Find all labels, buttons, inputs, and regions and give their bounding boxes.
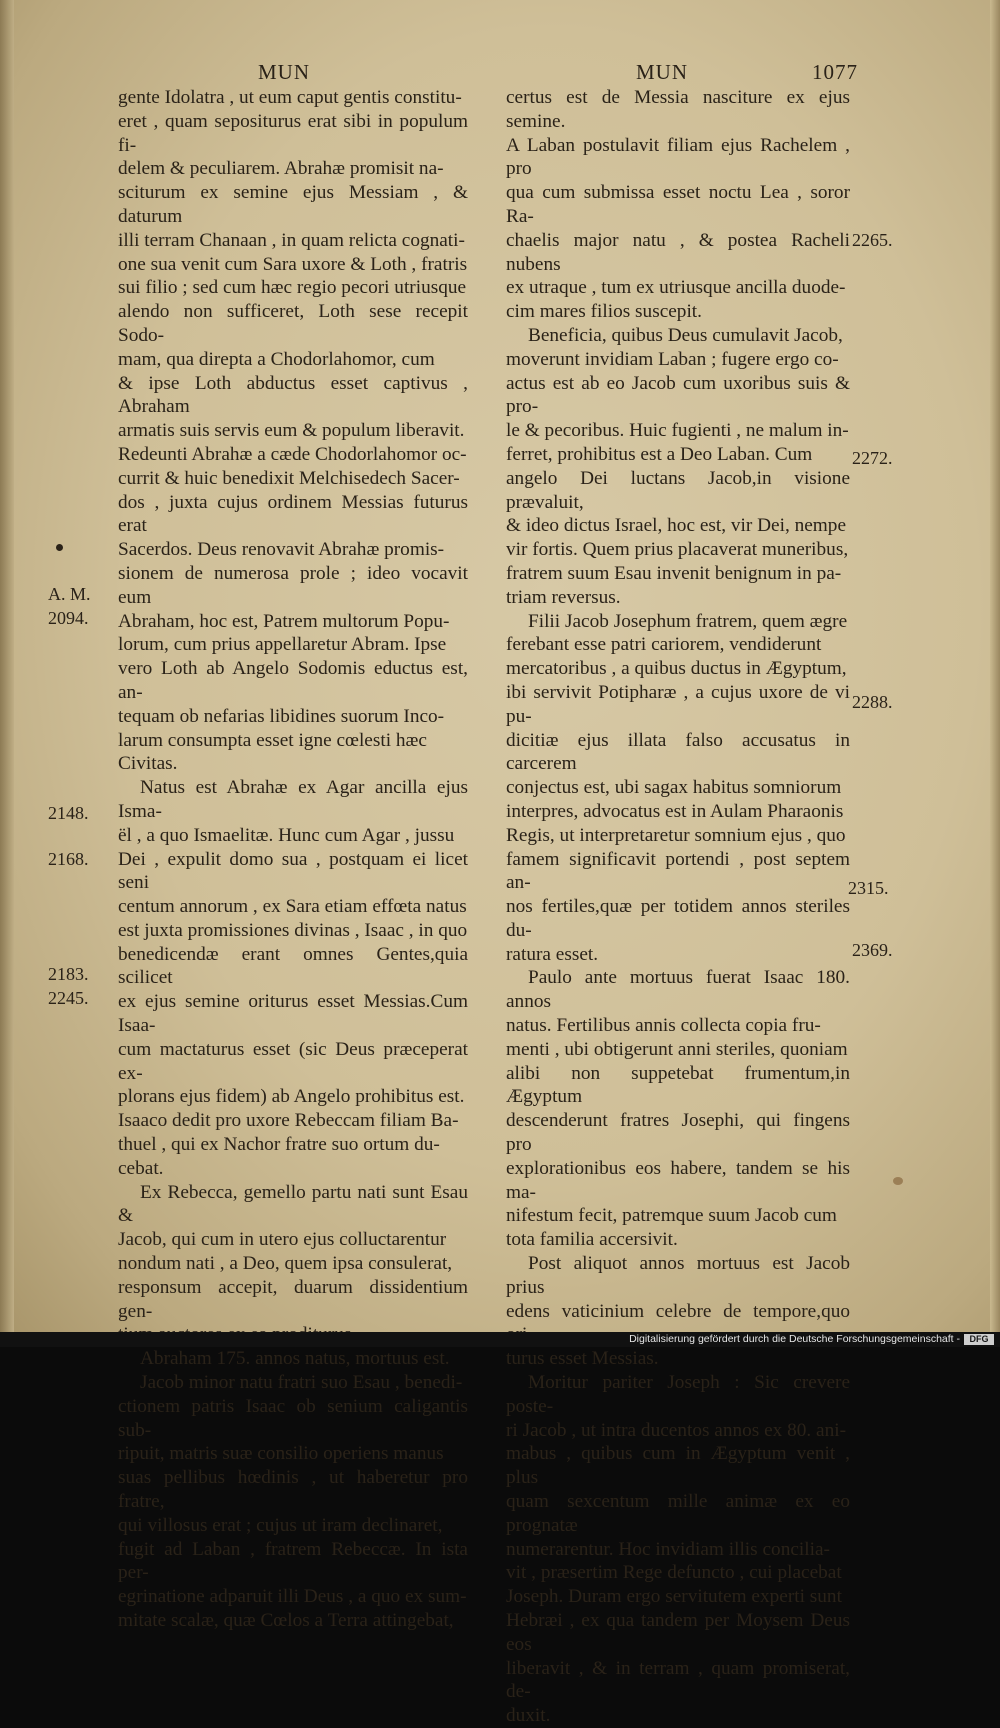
right-text-column bbox=[506, 86, 850, 1728]
margin-year: 2315. bbox=[848, 878, 889, 898]
page-number: 1077 bbox=[812, 60, 858, 84]
paragraph: Jacob minor natu fratri suo Esau , benedi- ctionem patris Isaac ob senium caligantis sub- ripuit, matris suæ consilio operiens manus suas pellibus hœdinis , ut haberetur pro fratre, qui villosus erat ; cujus ut iram declinaret, fugit ad Laban , fratrem Rebeccæ. In ista per- egrinatione adparuit illi Deus , a quo ex sum- mitate scalæ, quæ Cœlos a Terra attingebat, bbox=[118, 1372, 468, 1631]
ink-dot bbox=[56, 544, 63, 551]
running-head-left: MUN bbox=[258, 60, 311, 84]
paragraph: gente Idolatra , ut eum caput gentis constitu- eret , quam sepositurus erat sibi in populum fi- delem & peculiarem. Abrahæ promisit na- sciturum ex semine ejus Messiam , & daturum illi terram Chanaan , in quam relicta cognati- one sua venit cum Sara uxore & Loth , fratris sui filio ; sed cum hæc regio pecori utriusque alendo non sufficeret, Loth sese recepit Sodo- mam, qua direpta a Chodorlahomor, cum & ipse Loth abductus esset captivus , Abraham armatis suis servis eum & populum liberavit. Redeunti Abrahæ a cæde Chodorlahomor oc- currit & huic benedixit Melchisedech Sacer- dos , juxta cujus ordinem Messias futurus erat Sacerdos. Deus renovavit Abrahæ promis- sionem de numerosa prole ; ideo vocavit eum Abraham, hoc est, Patrem multorum Popu- lorum, cum prius appellaretur Abram. Ipse vero Loth ab Angelo Sodomis eductus est, an- tequam ob nefarias libidines suorum Inco- larum consumpta esset igne cœlesti hæc Civitas. bbox=[118, 87, 468, 775]
margin-year: 2183. bbox=[48, 964, 89, 984]
margin-year: 2168. bbox=[48, 849, 89, 869]
paper-stain bbox=[893, 1177, 903, 1185]
left-text-column bbox=[118, 86, 468, 1633]
paragraph: certus est de Messia nasciture ex ejus semine. A Laban postulavit filiam ejus Rachelem , pro qua cum submissa esset noctu Lea , soror Ra- chaelis major natu , & postea Racheli nubens ex utraque , tum ex utriusque ancilla duode- cim mares filios suscepit. bbox=[506, 87, 850, 323]
margin-year: 2148. bbox=[48, 803, 89, 823]
margin-year: 2272. bbox=[852, 448, 893, 468]
paragraph: Abraham 175. annos natus, mortuus est. bbox=[140, 1348, 450, 1370]
margin-year: 2369. bbox=[852, 940, 893, 960]
margin-year: 2245. bbox=[48, 988, 89, 1008]
margin-am-label: A. M. bbox=[48, 584, 91, 604]
dfg-logo: DFG bbox=[964, 1334, 994, 1345]
paragraph: Filii Jacob Josephum fratrem, quem ægre ferebant esse patri cariorem, vendiderunt mercatoribus , a quibus ductus in Ægyptum, ibi servivit Potipharæ , a cujus uxore de vi pu- dicitiæ ejus illata falso accusatus in carcerem conjectus est, ubi sagax habitus somniorum interpres, advocatus est in Aulam Pharaonis Regis, ut interpretaretur somnium ejus , quo famem significavit portendi , post septem an- nos fertiles,quæ per totidem annos steriles du- ratura esset. bbox=[506, 610, 850, 965]
running-head-right: MUN bbox=[636, 60, 689, 84]
paragraph: Post aliquot annos mortuus est Jacob prius edens vaticinium celebre de tempore,quo turus esset Messias. bbox=[506, 1253, 850, 1370]
footer-credit: Digitalisierung gefördert durch die Deutsche Forschungsgemeinschaft - bbox=[629, 1333, 960, 1345]
paragraph: Natus est Abrahæ ex Agar ancilla ejus Isma- ël , a quo Ismaelitæ. Hunc cum Agar , jussu Dei , expulit domo sua , postquam ei licet seni centum annorum , ex Sara etiam effœta natus est juxta promissiones divinas , Isaac , in quo benedicendæ erant omnes Gentes,quia scilicet ex ejus semine oriturus esset Messias.Cum Isaa- cum mactaturus esset (sic Deus præceperat ex- plorans ejus fidem) ab Angelo prohibitus est. Isaaco dedit pro uxore Rebeccam filiam Ba- thuel , qui ex Nachor fratre suo ortum du- cebat. bbox=[118, 777, 468, 1179]
paragraph: Moritur pariter Joseph : Sic crevere poste- ri Jacob , ut intra ducentos annos ex 80. ani- mabus , quibus cum in Ægyptum venit , plus quam sexcentum mille animæ ex eo prognatæ numerarentur. Hoc invidiam illis concilia- vit , præsertim Rege defuncto , cui placebat Joseph. Duram ergo servitutem experti sunt Hebræi , ex qua tandem per Moysem Deus eos liberavit , & in terram , quam promiserat, de- duxit. bbox=[506, 1372, 850, 1727]
paragraph: Beneficia, quibus Deus cumulavit Jacob, moverunt invidiam Laban ; fugere ergo co- actus est ab eo Jacob cum uxoribus suis & pro- le & pecoribus. Huic fugienti , ne malum in- ferret, prohibitus est a Deo Laban. Cum angelo Dei luctans Jacob,in visione prævaluit, & ideo dictus Israel, hoc est, vir Dei, nempe vir fortis. Quem prius placaverat muneribus, fratrem suum Esau invenit benignum in pa- triam reversus. bbox=[506, 324, 850, 608]
paragraph: Ex Rebecca, gemello partu nati sunt Esau & Jacob, qui cum in utero ejus colluctarentur nondum nati , a Deo, quem ipsa consulerat, responsum accepit, duarum dissidentium gen- bbox=[118, 1181, 468, 1322]
margin-year: 2288. bbox=[852, 692, 893, 712]
digitization-footer bbox=[0, 1332, 1000, 1347]
paragraph: Paulo ante mortuus fuerat Isaac 180. annos natus. Fertilibus annis collecta copia fru- menti , ubi obtigerunt anni steriles, quoniam alibi non suppetebat frumentum,in Ægyptum descenderunt fratres Josephi, qui fingens pro explorationibus eos habere, tandem se his ma- nifestum fecit, patremque suum Jacob cum tota familia accersivit. bbox=[506, 967, 850, 1251]
margin-year: 2265. bbox=[852, 230, 893, 250]
margin-year: 2094. bbox=[48, 608, 89, 628]
